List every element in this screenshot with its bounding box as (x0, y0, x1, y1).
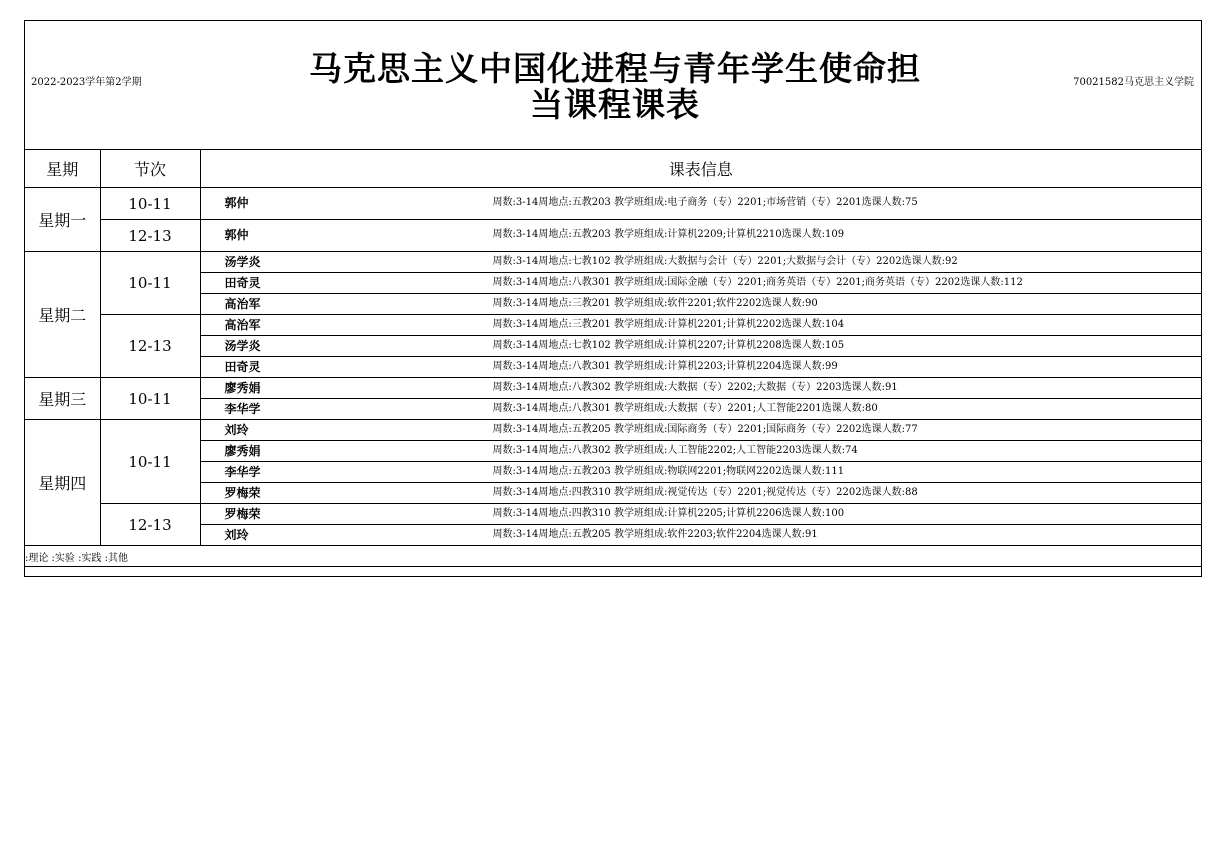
course-info-cell (200, 252, 1201, 273)
column-header-day: 星期 (25, 150, 100, 188)
day-cell: 星期四 (25, 420, 100, 546)
teacher-name: 田奇灵 (224, 275, 261, 290)
day-cell: 星期一 (25, 188, 100, 252)
table-row (25, 252, 1201, 273)
teacher-name: 罗梅荣 (224, 485, 261, 500)
course-detail: 周数:3-14周地点:八教301 教学班组成:大数据（专）2201;人工智能2201选课人数:80 (492, 402, 878, 414)
course-info-cell (200, 378, 1201, 399)
teacher-name: 高治军 (224, 296, 261, 311)
table-row (25, 336, 1201, 357)
course-detail: 周数:3-14周地点:五教205 教学班组成:国际商务（专）2201;国际商务（专）2202选课人数:77 (492, 423, 918, 435)
course-detail: 周数:3-14周地点:四教310 教学班组成:计算机2205;计算机2206选课人数:100 (492, 507, 845, 519)
course-info-cell (200, 357, 1201, 378)
schedule-header-row (25, 150, 1201, 188)
table-row (25, 220, 1201, 252)
table-row (25, 357, 1201, 378)
teacher-name: 李华学 (224, 401, 261, 416)
course-info-cell (200, 525, 1201, 546)
day-cell: 星期二 (25, 252, 100, 378)
table-row (25, 188, 1201, 220)
teacher-name: 廖秀娟 (224, 380, 261, 395)
course-info-cell (200, 420, 1201, 441)
course-detail: 周数:3-14周地点:七教102 教学班组成:计算机2207;计算机2208选课人数:105 (492, 339, 845, 351)
course-info-cell (200, 188, 1201, 220)
teacher-name: 汤学炎 (224, 338, 261, 353)
course-detail: 周数:3-14周地点:八教302 教学班组成:大数据（专）2202;大数据（专）2203选课人数:91 (492, 381, 898, 393)
teacher-name: 罗梅荣 (224, 506, 261, 521)
course-detail: 周数:3-14周地点:五教205 教学班组成:软件2203;软件2204选课人数:91 (492, 528, 818, 540)
timetable-frame (24, 20, 1202, 577)
course-detail: 周数:3-14周地点:四教310 教学班组成:视觉传达（专）2201;视觉传达（专）2202选课人数:88 (492, 486, 918, 498)
period-cell: 10-11 (100, 420, 200, 504)
course-detail: 周数:3-14周地点:三教201 教学班组成:软件2201;软件2202选课人数:90 (492, 297, 818, 309)
course-info-cell (200, 294, 1201, 315)
table-row (25, 504, 1201, 525)
course-info-cell (200, 483, 1201, 504)
table-row (25, 420, 1201, 441)
table-row (25, 273, 1201, 294)
table-row (25, 483, 1201, 504)
table-row (25, 462, 1201, 483)
period-cell: 10-11 (100, 188, 200, 220)
teacher-name: 田奇灵 (224, 359, 261, 374)
course-info-cell (200, 315, 1201, 336)
period-cell: 10-11 (100, 252, 200, 315)
course-detail: 周数:3-14周地点:八教301 教学班组成:国际金融（专）2201;商务英语（专）2201;商务英语（专）2202选课人数:112 (492, 276, 1023, 288)
teacher-name: 刘玲 (224, 422, 249, 437)
table-row (25, 399, 1201, 420)
column-header-info: 课表信息 (200, 150, 1201, 188)
course-info-cell (200, 462, 1201, 483)
teacher-name: 郭仲 (224, 228, 249, 243)
table-row (25, 525, 1201, 546)
course-info-cell (200, 336, 1201, 357)
period-cell: 10-11 (100, 378, 200, 420)
period-cell: 12-13 (100, 315, 200, 378)
day-cell: 星期三 (25, 378, 100, 420)
course-detail: 周数:3-14周地点:七教102 教学班组成:大数据与会计（专）2201;大数据与会计（专）2202选课人数:92 (492, 255, 958, 267)
course-detail: 周数:3-14周地点:五教203 教学班组成:计算机2209;计算机2210选课人数:109 (492, 229, 845, 241)
course-info-cell (200, 220, 1201, 252)
course-info-cell (200, 504, 1201, 525)
table-row (25, 294, 1201, 315)
period-cell: 12-13 (100, 504, 200, 546)
course-title (295, 51, 935, 123)
legend-row (25, 546, 1201, 567)
table-row (25, 315, 1201, 336)
teacher-name: 高治军 (224, 317, 261, 332)
course-info-cell (200, 273, 1201, 294)
table-row (25, 441, 1201, 462)
teacher-name: 郭仲 (224, 196, 249, 211)
course-detail: 周数:3-14周地点:五教203 教学班组成:物联网2201;物联网2202选课人数:111 (492, 465, 845, 477)
schedule-table (25, 149, 1201, 567)
teacher-name: 汤学炎 (224, 254, 261, 269)
teacher-name: 刘玲 (224, 527, 249, 542)
timetable-header (25, 21, 1201, 150)
course-info-cell (200, 441, 1201, 462)
teacher-name: 廖秀娟 (224, 443, 261, 458)
course-detail: 周数:3-14周地点:五教203 教学班组成:电子商务（专）2201;市场营销（专）2201选课人数:75 (492, 197, 918, 209)
course-title-line2: 当课程课表 (530, 85, 700, 124)
course-detail: 周数:3-14周地点:三教201 教学班组成:计算机2201;计算机2202选课人数:104 (492, 318, 845, 330)
department-label: 70021582马克思主义学院 (1073, 77, 1194, 88)
course-info-cell (200, 399, 1201, 420)
semester-label: 2022-2023学年第2学期 (31, 77, 142, 88)
schedule-body (25, 188, 1201, 546)
legend-text: :理论 :实验 :实践 :其他 (25, 546, 1201, 567)
period-cell: 12-13 (100, 220, 200, 252)
course-detail: 周数:3-14周地点:八教301 教学班组成:计算机2203;计算机2204选课人数:99 (492, 360, 838, 372)
column-header-slot: 节次 (100, 150, 200, 188)
course-detail: 周数:3-14周地点:八教302 教学班组成:人工智能2202;人工智能2203选课人数:74 (492, 444, 858, 456)
teacher-name: 李华学 (224, 464, 261, 479)
table-row (25, 378, 1201, 399)
course-title-line1: 马克思主义中国化进程与青年学生使命担 (309, 49, 921, 88)
